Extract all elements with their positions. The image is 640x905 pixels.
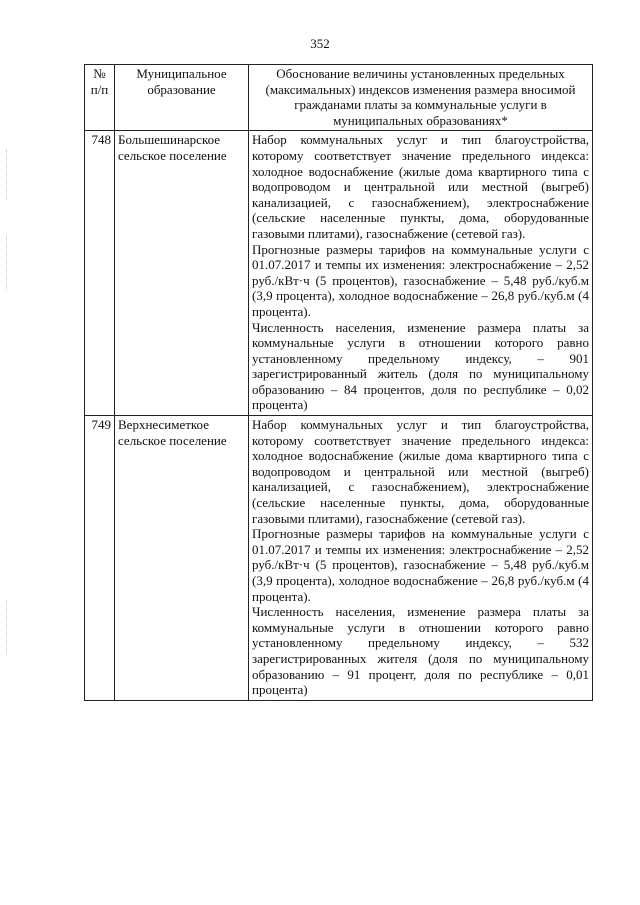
justification-paragraph: Набор коммунальных услуг и тип благоустройства, которому соответствует значение предельного индекса: холодное водоснабжение (жилые дома квартирного типа с водопроводом и центральной или местной (выгреб) канализацией, с газоснабжением), электроснабжение (сельские населенные пункты, дома, оборудованные газовыми плитами), газоснабжение (сетевой газ).: [252, 132, 589, 241]
header-municipality: Муниципальное образование: [115, 65, 249, 131]
justification-paragraph: Прогнозные размеры тарифов на коммунальные услуги с 01.07.2017 и темпы их изменения: электроснабжение – 2,52 руб./кВт·ч (5 процентов), газоснабжение – 5,48 руб./куб.м (3,9 процента), холодное водоснабжение – 26,8 руб./куб.м (4 процента).: [252, 241, 589, 319]
row-justification: [249, 416, 593, 701]
header-justification: Обоснование величины установленных предельных (максимальных) индексов изменения размера вносимой гражданами платы за коммунальные услуги в муниципальных образованиях*: [249, 65, 593, 131]
justification-paragraph: Численность населения, изменение размера платы за коммунальные услуги в отношении которого равно установленному предельному индексу, – 901 зарегистрированный житель (доля по муниципальному образованию – 84 процентов, доля по республике – 0,02 процента): [252, 319, 589, 413]
table-header-row: [85, 65, 593, 131]
row-number: 748: [85, 131, 115, 416]
row-municipality: Большешинарское сельское поселение: [115, 131, 249, 416]
table-row: [85, 131, 593, 416]
scan-margin-mark: [6, 600, 8, 655]
tariff-table: [84, 64, 593, 701]
scan-margin-mark: [6, 235, 8, 290]
page-number: 352: [310, 36, 330, 51]
row-number: 749: [85, 416, 115, 701]
scan-margin-mark: [6, 150, 8, 200]
justification-paragraph: Численность населения, изменение размера платы за коммунальные услуги в отношении которого равно установленному предельному индексу, – 532 зарегистрированных жителя (доля по муниципальному образованию – 91 процент, доля по республике – 0,01 процента): [252, 604, 589, 698]
header-number: № п/п: [85, 65, 115, 131]
justification-paragraph: Прогнозные размеры тарифов на коммунальные услуги с 01.07.2017 и темпы их изменения: электроснабжение – 2,52 руб./кВт·ч (5 процентов), газоснабжение – 5,48 руб./куб.м (3,9 процента), холодное водоснабжение – 26,8 руб./куб.м (4 процента).: [252, 526, 589, 604]
justification-paragraph: Набор коммунальных услуг и тип благоустройства, которому соответствует значение предельного индекса: холодное водоснабжение (жилые дома квартирного типа с водопроводом и центральной или местной (выгреб) канализацией, с газоснабжением), электроснабжение (сельские населенные пункты, дома, оборудованные газовыми плитами), газоснабжение (сетевой газ).: [252, 417, 589, 526]
row-municipality: Верхнесиметкое сельское поселение: [115, 416, 249, 701]
table-row: [85, 416, 593, 701]
row-justification: [249, 131, 593, 416]
